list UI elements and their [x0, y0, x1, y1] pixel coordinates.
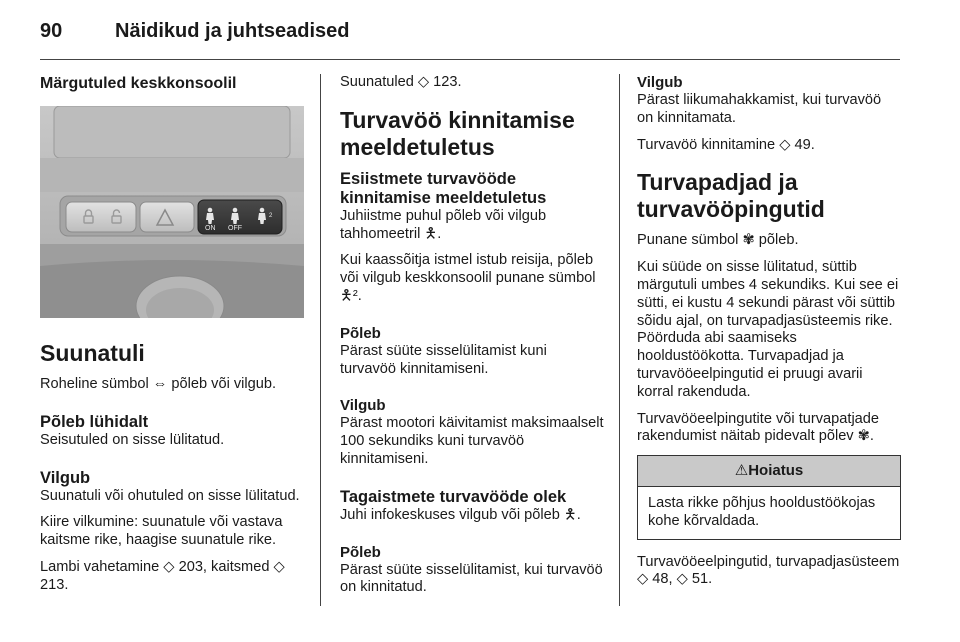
- blinks-text-2: Kiire vilkumine: suunatule või vastava kaitsme rike, haagise suunatule rike.: [40, 514, 283, 549]
- airbag-text-3: Turvavööeelpingutite või turvapatjade rakendumist näitab pidevalt põlev ✾.: [637, 410, 880, 445]
- heading-seatbelt-reminder: Turvavöö kinnitamise meeldetuletus: [340, 106, 575, 160]
- heading-blinks: Vilgub: [40, 468, 91, 487]
- rear-seatbelt-text: Juhi infokeskuses vilgub või põleb 🯅.: [340, 506, 581, 523]
- center-console-illustration: [40, 106, 304, 318]
- front-seatbelt-text-1: Juhiistme puhul põleb või vilgub tahhomeetril 🯅.: [340, 207, 547, 242]
- on-text: Pärast süüte sisselülitamist kuni turvavöö kinnitamiseni.: [340, 342, 547, 377]
- on-text-2: Pärast süüte sisselülitamist, kui turvavöö on kinnitatud.: [340, 561, 603, 596]
- seatbelt-ref: Turvavöö kinnitamine ◇ 49.: [637, 136, 815, 153]
- column-divider-1: [320, 74, 321, 606]
- heading-rear-seatbelt-status: Tagaistmete turvavööde olek: [340, 487, 567, 506]
- heading-front-seatbelt: Esiistmete turvavööde kinnitamise meeldetuletus: [340, 169, 547, 207]
- turn-signals-ref: Suunatuled ◇ 123.: [340, 74, 462, 90]
- running-title: Näidikud ja juhtseadised: [115, 20, 350, 42]
- airbag-text-2: Kui süüde on sisse lülitatud, süttib märgutuli umbes 4 sekundiks. Kui see ei sütti, ei kustu 4 sekundi pärast või süttib sõidu ajal, on turvapadjasüsteemis rike. Pöörduda abi saamiseks hooldustöökotta. Turvapadjad ja turvavööeelpingutid ei pruugi avarii korral rakenduda.: [637, 259, 899, 400]
- heading-on: Põleb: [340, 324, 381, 342]
- svg-text:OFF: OFF: [228, 225, 242, 232]
- heading-airbags: Turvapadjad ja turvavööpingutid: [637, 169, 825, 223]
- blinks-text-3: Lambi vahetamine ◇ 203, kaitsmed ◇ 213.: [40, 558, 285, 593]
- warning-text: Lasta rikke põhjus hooldustöökojas kohe kõrvaldada.: [648, 494, 876, 529]
- section-title-center-console: Märgutuled keskkonsoolil: [40, 75, 237, 92]
- heading-on-2: Põleb: [340, 543, 381, 561]
- header-rule: [40, 59, 900, 60]
- warning-body: [638, 487, 900, 539]
- blinks-text: Pärast mootori käivitamist maksimaalselt 100 sekundiks kuni turvavöö kinnitamiseni.: [340, 415, 604, 467]
- heading-blinks-3: Vilgub: [637, 74, 683, 91]
- column-1: [40, 74, 306, 604]
- column-3: [637, 74, 901, 598]
- heading-blinks-2: Vilgub: [340, 397, 386, 415]
- short-on-text: Seisutuled on sisse lülitatud.: [40, 431, 225, 448]
- front-seatbelt-text-2: Kui kaassõitja istmel istub reisija, põleb või vilgub keskkonsoolil punane sümbol 🯅².: [340, 252, 596, 304]
- center-console-figure: [40, 106, 304, 318]
- turn-signal-text: Roheline sümbol ⇔ põleb või vilgub.: [40, 376, 277, 392]
- warning-box: [637, 455, 901, 539]
- airbag-ref: Turvavööeelpingutid, turvapadjasüsteem ◇ 48, ◇ 51.: [637, 553, 900, 588]
- page-header: [40, 14, 900, 50]
- svg-text:2: 2: [269, 213, 273, 219]
- airbag-text-1: Punane sümbol ✾ põleb.: [637, 232, 799, 249]
- page-number: 90: [40, 20, 63, 42]
- svg-text:ON: ON: [205, 225, 216, 232]
- heading-turn-signal: Suunatuli: [40, 340, 145, 366]
- column-2: [340, 74, 606, 606]
- column-divider-2: [619, 74, 620, 606]
- blinks-text-1: Suunatuli või ohutuled on sisse lülitatud.: [40, 487, 300, 504]
- blinks-text-3: Pärast liikumahakkamist, kui turvavöö on kinnitamata.: [637, 92, 882, 126]
- heading-short-on: Põleb lühidalt: [40, 412, 149, 431]
- warning-title: ⚠Hoiatus: [638, 456, 900, 487]
